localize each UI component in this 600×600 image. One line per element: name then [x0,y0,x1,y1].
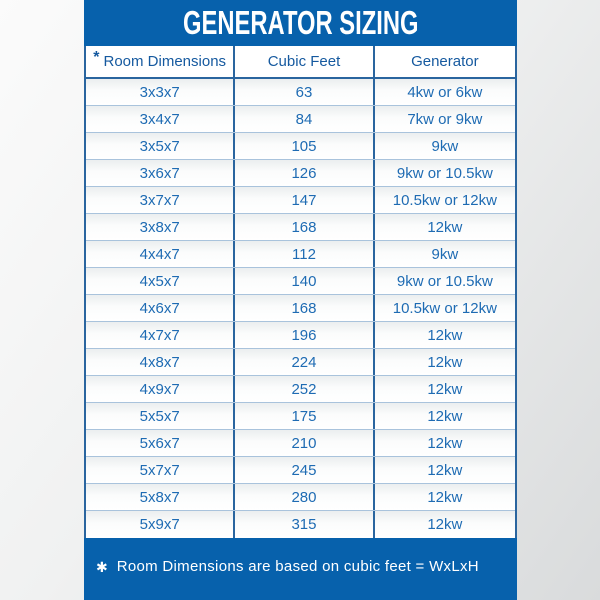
table-row [86,349,515,376]
table-row [86,484,515,511]
room-dimensions-cell: 3x4x7 [86,106,235,132]
table-row [86,187,515,214]
header-generator-label: Generator [411,53,479,70]
room-dimensions-cell: 3x8x7 [86,214,235,240]
generator-cell: 9kw [431,137,459,155]
header-cubic-feet-label: Cubic Feet [267,53,341,70]
cubic-feet-cell: 147 [235,187,374,213]
cubic-feet-cell: 168 [235,295,374,321]
table-row [86,79,515,106]
asterisk-icon: ✱ [96,559,108,575]
cubic-feet-cell: 245 [235,457,374,483]
room-dimensions-cell: 5x6x7 [86,430,235,456]
cubic-feet-cell: 252 [235,376,374,402]
table-row [86,241,515,268]
table-row [86,430,515,457]
generator-cell: 12kw [427,380,463,398]
generator-cell: 4kw or 6kw [407,83,483,101]
sizing-table [84,46,517,538]
generator-cell: 12kw [427,434,463,452]
generator-sizing-panel [84,0,517,600]
cubic-feet-cell: 105 [235,133,374,159]
cubic-feet-cell: 112 [235,241,374,267]
room-dimensions-cell: 4x7x7 [86,322,235,348]
room-dimensions-cell: 5x5x7 [86,403,235,429]
cubic-feet-cell: 196 [235,322,374,348]
table-row [86,322,515,349]
generator-cell: 12kw [427,326,463,344]
cubic-feet-cell: 126 [235,160,374,186]
footnote-marker: * [93,48,100,66]
cubic-feet-cell: 84 [235,106,374,132]
room-dimensions-cell: 4x6x7 [86,295,235,321]
cubic-feet-cell: 175 [235,403,374,429]
room-dimensions-cell: 3x3x7 [86,79,235,105]
table-row [86,457,515,484]
cubic-feet-cell: 224 [235,349,374,375]
generator-cell: 12kw [427,488,463,506]
room-dimensions-cell: 3x5x7 [86,133,235,159]
room-dimensions-cell: 5x9x7 [86,511,235,538]
cubic-feet-cell: 280 [235,484,374,510]
generator-cell: 9kw or 10.5kw [396,272,493,290]
table-row [86,376,515,403]
table-row [86,160,515,187]
room-dimensions-cell: 5x8x7 [86,484,235,510]
table-row [86,295,515,322]
generator-cell: 12kw [427,353,463,371]
table-row [86,106,515,133]
footnote-band [84,538,517,600]
page-title: GENERATOR SIZING [182,4,419,41]
generator-cell: 9kw or 10.5kw [396,164,493,182]
cubic-feet-cell: 168 [235,214,374,240]
cubic-feet-cell: 140 [235,268,374,294]
generator-cell: 7kw or 9kw [407,110,483,128]
table-row [86,403,515,430]
generator-cell: 12kw [427,218,463,236]
room-dimensions-cell: 3x6x7 [86,160,235,186]
header-cubic-feet [235,46,374,77]
footnote-text: Room Dimensions are based on cubic feet = WxLxH [116,558,479,575]
generator-cell: 12kw [427,516,463,533]
table-row [86,511,515,538]
header-generator [375,46,515,77]
generator-cell: 12kw [427,461,463,479]
room-dimensions-cell: 5x7x7 [86,457,235,483]
room-dimensions-cell: 4x4x7 [86,241,235,267]
title-band [84,0,517,46]
cubic-feet-cell: 315 [235,511,374,538]
generator-cell: 12kw [427,407,463,425]
generator-cell: 9kw [431,245,459,263]
generator-cell: 10.5kw or 12kw [392,299,497,317]
generator-cell: 10.5kw or 12kw [392,191,497,209]
room-dimensions-cell: 4x8x7 [86,349,235,375]
header-room-dimensions-label: Room Dimensions [103,53,227,70]
table-row [86,133,515,160]
cubic-feet-cell: 210 [235,430,374,456]
table-row [86,268,515,295]
table-body [86,79,515,538]
room-dimensions-cell: 4x5x7 [86,268,235,294]
room-dimensions-cell: 3x7x7 [86,187,235,213]
cubic-feet-cell: 63 [235,79,374,105]
room-dimensions-cell: 4x9x7 [86,376,235,402]
table-row [86,214,515,241]
header-room-dimensions [86,46,235,77]
table-header-row [86,46,515,79]
